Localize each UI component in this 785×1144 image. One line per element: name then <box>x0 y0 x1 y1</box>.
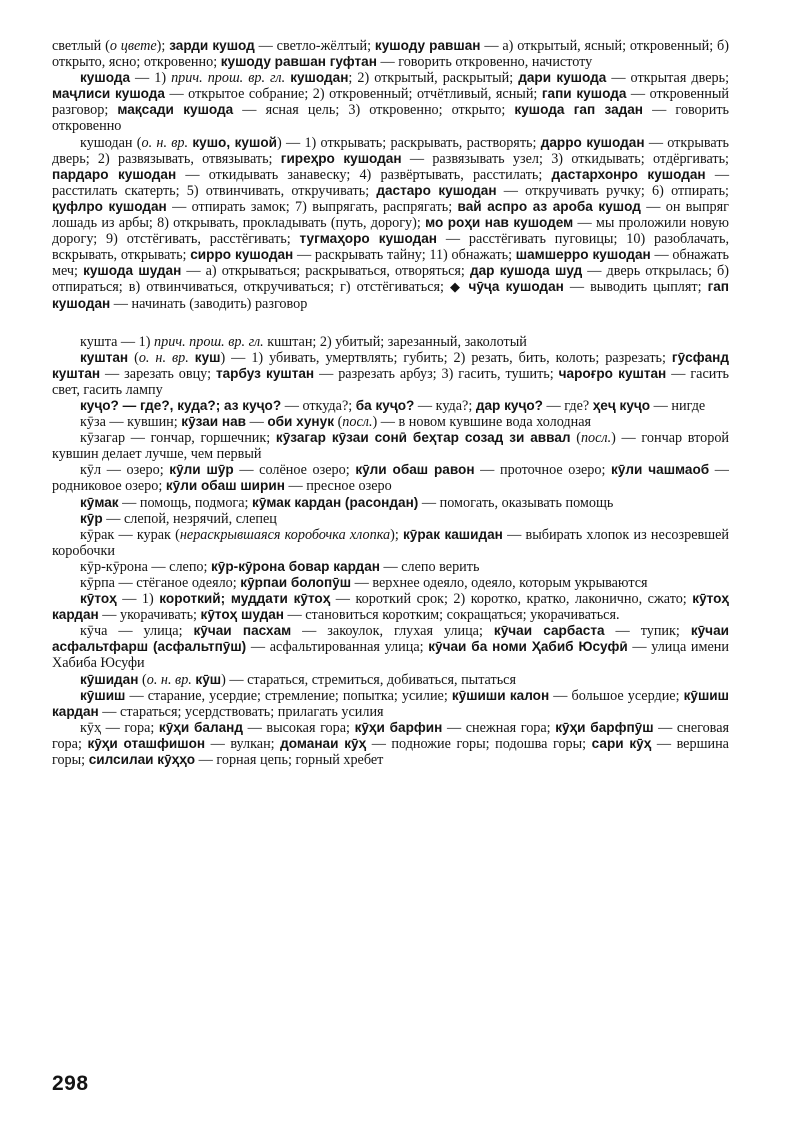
entry-text: — выбирать хлопок из несозревшей коробочки <box>52 526 730 559</box>
entry-text: светлый ( <box>52 38 110 54</box>
entry-text: — расстёгивать пуговицы; 10) разоблачать, вскрывать, открывать; <box>52 231 730 264</box>
headword: дастаро кушодан <box>376 182 497 198</box>
headword: кӯрпаи болопӯш <box>240 575 352 590</box>
headword: гап кушодан <box>52 279 729 311</box>
headword: тарбуз куштан <box>215 365 315 381</box>
entry-text: — раскрывать тайну; 11) обнажать; <box>293 247 516 264</box>
headword: кӯҳи барфпӯш <box>555 719 654 735</box>
headword: доманаи кӯҳ <box>280 735 367 751</box>
entry-text: — пресное озеро <box>284 478 392 495</box>
entry-text: — 1) <box>116 591 160 608</box>
entry-text: — начинать (заводить) разговор <box>110 295 308 312</box>
headword: гапи кушода <box>541 86 627 102</box>
headword: короткий; муддати кӯтоҳ <box>159 591 331 607</box>
headword: кӯтоҳ кардан <box>52 591 729 623</box>
dictionary-entry <box>52 688 729 720</box>
headword: силсилаи кӯҳҳо <box>88 752 196 768</box>
entry-text: — гасить свет, гасить лампу <box>52 365 730 398</box>
headword: куҷо? — где?, куда?; аз куҷо? <box>80 397 282 413</box>
entry-text: ( <box>138 671 147 688</box>
headword: кӯшиши калон <box>451 687 550 703</box>
headword: кӯҳи баланд <box>158 719 244 735</box>
headword: зарди кушод <box>169 38 255 53</box>
entry-text: кuштан; 2) убитый; зарезанный, заколотый <box>263 333 527 350</box>
headword: кӯрак кашидан <box>402 526 503 542</box>
entry-text: — открытая дверь; <box>606 70 730 87</box>
dictionary-entry <box>52 414 729 430</box>
grammar-note: прич. прош. вр. гл. <box>154 333 264 350</box>
entry-text: — обнажать меч; <box>52 247 729 280</box>
entry-text: — вулкан; <box>205 735 281 752</box>
headword: оби хунук <box>267 414 335 430</box>
grammar-note: посл. <box>342 414 373 431</box>
headword: дарро кушодан <box>540 134 645 150</box>
headword: дастархонро кушодан <box>551 166 706 182</box>
headword: кӯшиш кардан <box>52 687 729 719</box>
entry-text: — а) открываться; раскрываться, отворяться; <box>181 263 470 280</box>
entry-text: кӯр-кӯрона — слепо; <box>80 558 211 575</box>
dictionary-entry <box>52 350 729 398</box>
headword: кӯр <box>80 510 103 526</box>
entries-block-1 <box>52 38 729 312</box>
entry-text: — большое усердие; <box>549 687 684 704</box>
headword: кӯли шӯр <box>169 462 234 478</box>
grammar-note: нераскрывшаяся коробочка хлопка <box>179 526 391 543</box>
dictionary-entry <box>52 527 729 559</box>
entry-text: ) — стараться, стремиться, добиваться, пытаться <box>221 671 516 688</box>
entry-text: — где? <box>542 397 593 414</box>
dictionary-entry <box>52 70 729 134</box>
headword: чӯҷа кушодан <box>468 279 564 295</box>
headword: мо роҳи нав кушодем <box>425 215 574 231</box>
entry-text: ); <box>390 526 403 543</box>
headword: кӯҳи оташфишон <box>87 735 206 751</box>
entry-text: — тупик; <box>604 623 691 640</box>
dictionary-entry <box>52 511 729 527</box>
headword: кӯчаи пасхам <box>193 623 292 639</box>
headword: гӯсфанд куштан <box>52 349 729 381</box>
entry-text: — <box>246 414 268 431</box>
entry-text: — слепо верить <box>379 558 480 575</box>
entry-text: кӯча — улица; <box>80 623 194 640</box>
entry-text: ) — в новом кувшине вода холодная <box>372 414 592 431</box>
section-gap <box>52 312 729 334</box>
entry-text: — проточное озеро; <box>474 462 612 479</box>
dictionary-entry <box>52 720 729 768</box>
entry-text: кӯрак — курак ( <box>80 526 180 543</box>
entry-text: — горная цепь; горный хребет <box>195 752 384 769</box>
grammar-note: посл. <box>580 430 612 447</box>
headword: кӯмак <box>80 494 119 510</box>
entry-text: — родниковое озеро; <box>52 462 729 495</box>
entry-text: — отпирать замок; 7) выпрягать, распрягать; <box>166 198 458 215</box>
headword: тугмаҳоро кушодан <box>299 231 437 247</box>
entry-text: кӯрпа — стёганое одеяло; <box>80 575 241 591</box>
diamond-icon: ◆ <box>449 279 463 295</box>
entry-text: кӯҳ — гора; <box>80 719 159 736</box>
entry-text: — а) открытый, ясный; откровенный; б) открыто, ясно; откровенно; <box>52 38 730 71</box>
entry-text: ( <box>570 430 581 447</box>
entry-text: ( <box>128 349 139 366</box>
dictionary-entry <box>52 591 729 623</box>
entry-text: — говорить откровенно <box>52 102 729 135</box>
entry-text: — слепой, незрячий, слепец <box>102 510 277 527</box>
headword: кушодан <box>290 70 349 86</box>
dictionary-entry <box>52 559 729 575</box>
headword: кӯли обаш равон <box>355 462 475 478</box>
entry-text: — нигде <box>650 397 706 414</box>
headword: ҳеҷ куҷо <box>592 397 651 413</box>
entry-text: — улица имени Хабиба Юсуфи <box>52 639 729 672</box>
entry-text: — закоулок, глухая улица; <box>291 623 494 640</box>
dictionary-entry <box>52 135 729 312</box>
entry-text: — становиться коротким; сокращаться; укорачиваться. <box>283 607 620 624</box>
entry-text: — дверь открылась; б) отпираться; в) отвинчиваться, откручиваться; г) отстёгиваться; <box>52 263 729 296</box>
entry-text: ) — 1) открывать; раскрывать, растворять; <box>277 134 541 151</box>
headword: чароғро куштан <box>558 365 667 381</box>
entry-text: ) — гончар второй кувшин делает лучше, чем первый <box>52 430 730 463</box>
headword: куштан <box>80 349 129 365</box>
entry-text: кӯза — кувшин; <box>80 414 182 431</box>
headword: маҷлиси кушода <box>52 86 165 102</box>
entry-text: ( <box>334 414 343 431</box>
entry-text: — он выпряг лошадь из арбы; 8) открывать, прокладывать (путь, дорогу); <box>52 198 729 232</box>
entry-text: — старание, усердие; стремление; попытка; усилие; <box>125 687 452 704</box>
entry-text: ) — 1) убивать, умертвлять; губить; 2) резать, бить, колоть; разрезать; <box>220 349 672 366</box>
entry-text: — верхнее одеяло, одеяло, которым укрываются <box>351 575 648 591</box>
headword: кӯшидан <box>80 671 139 687</box>
entry-text: — открывать дверь; 2) развязывать, отвязывать; <box>52 134 730 167</box>
headword: кушода <box>80 70 131 86</box>
headword: кӯмак кардан (расондан) <box>252 494 419 510</box>
entry-text: кушта — 1) <box>80 333 155 350</box>
entry-text: — укорачивать; <box>98 607 201 624</box>
entry-text: кӯзагар — гончар, горшечник; <box>80 430 276 447</box>
headword: кушода гап задан <box>514 102 644 118</box>
entry-text: — говорить откровенно, начистоту <box>376 54 593 71</box>
entry-text: — высокая гора; <box>243 719 355 736</box>
headword: кӯш <box>195 671 222 687</box>
entry-text: — снеговая гора; <box>52 719 730 752</box>
headword: дар куҷо? <box>475 397 543 413</box>
headword: кӯчаи ба номи Ҳабиб Юсуфӣ <box>428 639 628 655</box>
headword: кӯзаи нав <box>181 414 247 430</box>
entry-text: — солёное озеро; <box>233 462 356 479</box>
headword: кӯҳи барфин <box>354 719 443 735</box>
grammar-note: о. н. вр. <box>138 349 189 366</box>
grammar-note: прич. прош. вр. гл. <box>171 70 286 87</box>
headword: кӯчаи сарбаста <box>493 623 605 639</box>
grammar-note: о. н. вр. <box>146 671 192 688</box>
entry-text: — снежная гора; <box>442 719 556 736</box>
headword: дар кушода шуд <box>469 263 583 279</box>
headword: кӯзагар кӯзаи сонӣ беҳтар созад зи аввал <box>275 430 571 446</box>
entry-text: — развязывать узел; 3) откидывать; отдёргивать; <box>401 150 730 167</box>
headword: кушоду равшан гуфтан <box>220 54 377 70</box>
headword: куш <box>194 349 221 365</box>
headword: гиреҳро кушодан <box>280 150 402 166</box>
entry-text: — открытое собрание; 2) откровенный; отчётливый, ясный; <box>164 86 542 103</box>
entry-text: — помогать, оказывать помощь <box>418 494 614 511</box>
entry-text: — откидывать занавеску; 4) развёртывать, расстилать; <box>176 166 552 183</box>
headword: кӯли обаш ширин <box>165 478 285 494</box>
entry-text: — короткий срок; 2) коротко, кратко, лаконично, сжато; <box>330 591 693 608</box>
entry-text: кӯл — озеро; <box>80 462 170 479</box>
entry-text: — светло-жёлтый; <box>254 38 375 54</box>
entries-block-2 <box>52 334 729 769</box>
dictionary-entry <box>52 334 729 350</box>
grammar-note: о. н. вр. <box>141 134 189 151</box>
headword: дари кушода <box>518 70 607 86</box>
dictionary-entry <box>52 623 729 671</box>
page-number: 298 <box>52 1072 89 1095</box>
headword: ба куҷо? <box>355 397 415 413</box>
dictionary-entry <box>52 462 729 494</box>
headword: мақсади кушода <box>117 102 234 118</box>
entry-text: — куда?; <box>414 397 476 414</box>
entry-text: кушодан ( <box>80 134 142 151</box>
headword: кушо, кушой <box>192 134 277 150</box>
dictionary-entry <box>52 398 729 414</box>
dictionary-entry <box>52 38 729 70</box>
headword: кӯтоҳ шудан <box>200 607 284 623</box>
entry-text: — мы проложили новую дорогу; 9) отстёгивать, расстёгивать; <box>52 215 729 248</box>
dictionary-entry <box>52 575 729 591</box>
entry-text: — откручивать ручку; 6) отпирать; <box>496 182 729 199</box>
entry-text: ); <box>156 38 170 54</box>
entry-text: — разрезать арбуз; 3) гасить, тушить; <box>314 365 559 382</box>
entry-text: — выводить цыплят; <box>563 279 708 296</box>
entry-text: — зарезать овцу; <box>100 365 216 382</box>
entry-text: ; 2) открытый, раскрытый; <box>348 70 519 87</box>
headword: кӯчаи асфальтфарш (асфальтпӯш) <box>52 623 729 655</box>
headword: кӯр-кӯрона бовар кардан <box>211 558 380 574</box>
headword: қуфлро кушодан <box>52 198 167 214</box>
headword: шамшерро кушодан <box>515 247 651 263</box>
headword: кӯли чашмаоб <box>611 462 710 478</box>
dictionary-entry <box>52 495 729 511</box>
entry-text: — расстилать скатерть; 5) отвинчивать, откручивать; <box>52 166 730 199</box>
headword: кӯтоҳ <box>80 591 117 607</box>
headword: кӯшиш <box>80 687 126 703</box>
entry-text: — стараться; усердствовать; прилагать усилия <box>98 703 384 720</box>
headword: кушода шудан <box>83 263 182 279</box>
entry-text: — вершина горы; <box>52 735 729 769</box>
headword: сирро кушодан <box>190 247 294 263</box>
headword: сари кӯҳ <box>591 735 652 751</box>
headword: кушоду равшан <box>374 38 481 53</box>
grammar-note: о цвете <box>109 38 157 54</box>
dictionary-entry <box>52 672 729 688</box>
entry-text: — откуда?; <box>281 397 356 414</box>
entry-text: — 1) <box>130 70 172 87</box>
entry-text: — ясная цель; 3) откровенно; открыто; <box>233 102 515 119</box>
headword: пардаро кушодан <box>52 166 177 182</box>
entry-text: — подножие горы; подошва горы; <box>366 735 592 752</box>
dictionary-entry <box>52 430 729 462</box>
headword: вай аспро аз ароба кушод <box>457 198 641 214</box>
entry-text: — асфальтированная улица; <box>246 639 429 656</box>
entry-text: — помощь, подмога; <box>118 494 253 511</box>
entry-text: — откровенный разговор; <box>52 86 729 119</box>
